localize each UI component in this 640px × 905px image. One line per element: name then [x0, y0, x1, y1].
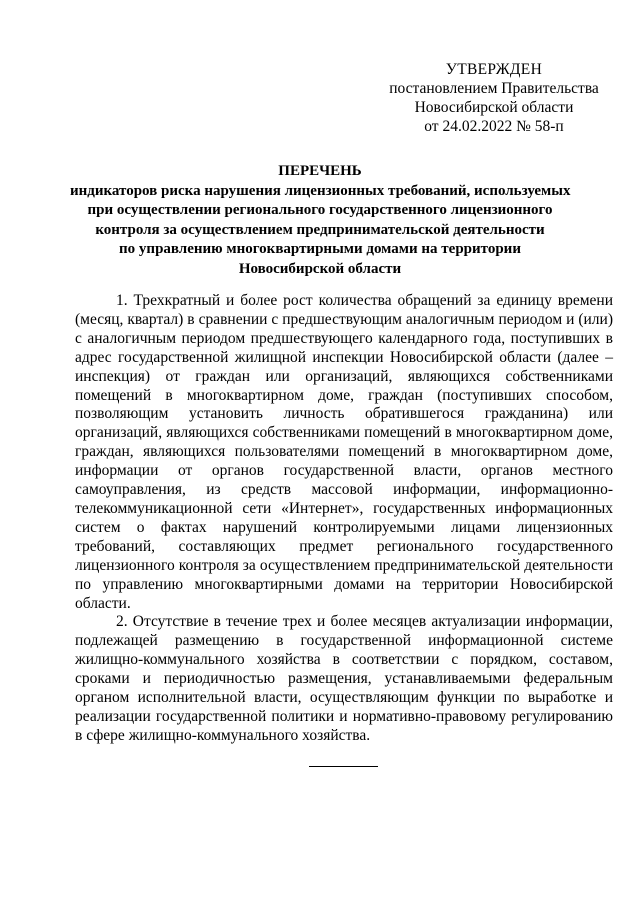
approval-stamp — [380, 60, 608, 136]
approval-line: Новосибирской области — [414, 99, 574, 116]
end-divider-line — [309, 766, 378, 767]
document-heading — [70, 162, 570, 279]
paragraph-item-2: 2. Отсутствие в течение трех и более месяцев актуализации информации, подлежащей размещению в государственной информационной системе жилищно-коммунального хозяйства в соответствии с порядком, составом, сроками и периодичностью размещения, устанавливаемыми федеральным органом исполнительной власти, осуществляющим функции по выработке и реализации государственной политики и нормативно-правовому регулированию в сфере жилищно-коммунального хозяйства. — [75, 613, 613, 744]
heading-line: по управлению многоквартирными домами на территории — [119, 241, 521, 257]
heading-line: индикаторов риска нарушения лицензионных требований, используемых — [70, 182, 571, 199]
heading-line: контроля за осуществлением предпринимательской деятельности — [95, 221, 545, 238]
document-title: ПЕРЕЧЕНЬ — [278, 163, 362, 179]
approval-title: УТВЕРЖДЕН — [445, 61, 543, 78]
heading-line: при осуществлении регионального государственного лицензионного — [87, 202, 553, 218]
approval-date-number: от 24.02.2022 № 58-п — [424, 118, 564, 135]
document-body — [75, 292, 613, 746]
paragraph-item-1: 1. Трехкратный и более рост количества обращений за единицу времени (месяц, квартал) в сравнении с предшествующим аналогичным периодом и (или) с аналогичным периодом предшествующего календарного года, поступивших в адрес государственной жилищной инспекции Новосибирской области (далее – инспекция) от граждан или организаций, являющихся собственниками помещений в многоквартирном доме, граждан (поступивших способом, позволяющим установить личность обратившегося гражданина) или организаций, являющихся собственниками помещений в многоквартирном доме, граждан, являющихся пользователями помещений в многоквартирном доме, информации от органов государственной власти, органов местного самоуправления, из средств массовой информации, информационно-телекоммуникационной сети «Интернет», государственных информационных систем о фактах нарушений контролируемыми лицами лицензионных требований, составляющих предмет регионального государственного лицензионного контроля за осуществлением предпринимательской деятельности по управлению многоквартирными домами на территории Новосибирской области. — [75, 292, 613, 612]
heading-line: Новосибирской области — [238, 260, 402, 277]
approval-line: постановлением Правительства — [389, 80, 599, 97]
